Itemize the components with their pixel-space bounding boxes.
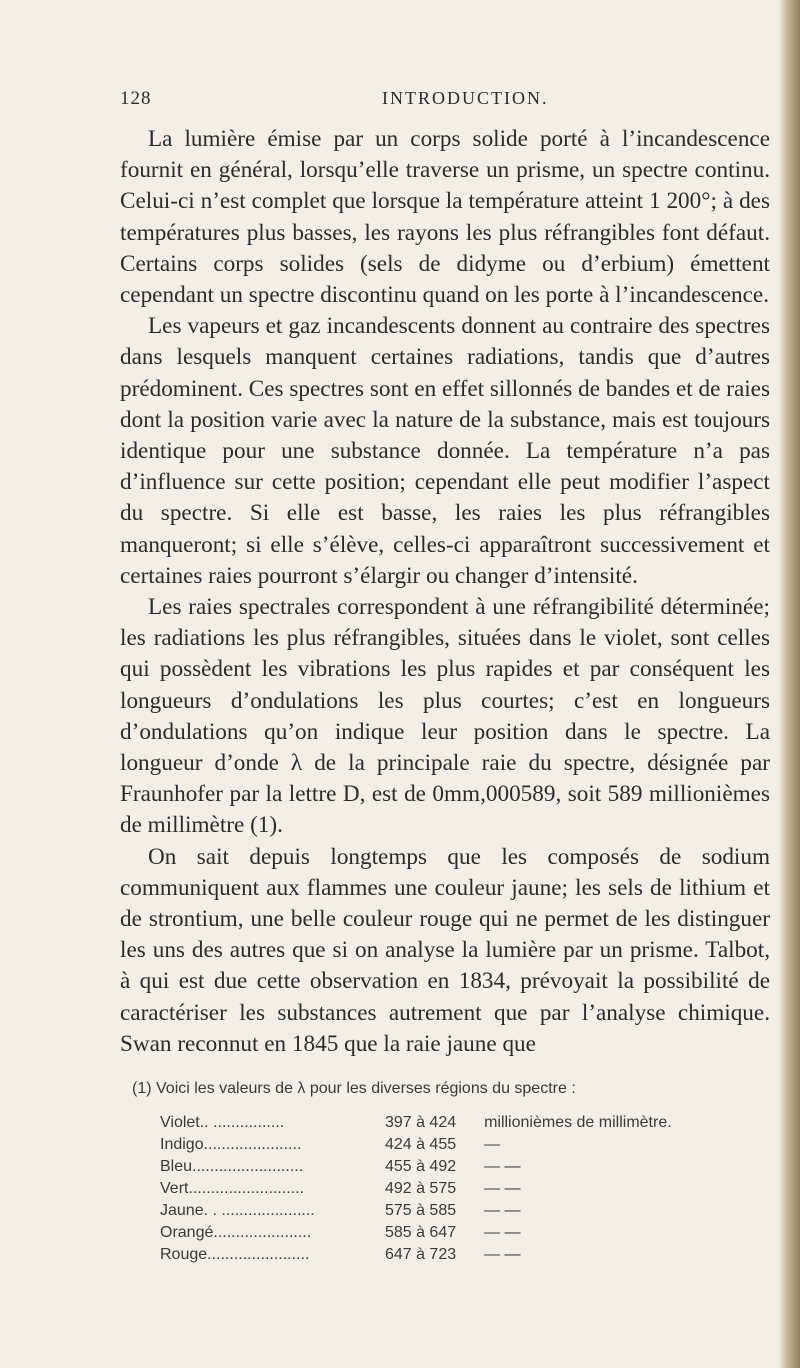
region-range: 575 à 585: [384, 1202, 457, 1220]
table-row: [160, 1222, 770, 1244]
region-name: Orangé......................: [160, 1224, 312, 1242]
paragraph: La lumière émise par un corps solide porté à l’incandescence fournit en général, lorsqu’elle traverse un prisme, un spectre continu. Celui-ci n’est complet que lorsque la température atteint 1 200°; à des températures plus basses, les rayons les plus réfrangibles font défaut. Certains corps solides (sels de didyme ou d’erbium) émettent cependant un spectre discontinu quand on les porte à l’incandescence.: [120, 126, 770, 309]
book-page: [120, 88, 770, 1266]
table-row: [160, 1156, 770, 1178]
table-row: [160, 1112, 770, 1134]
region-unit: — —: [484, 1224, 521, 1242]
paragraph: Les vapeurs et gaz incandescents donnent au contraire des spectres dans lesquels manquent certaines radiations, tandis que d’autres prédominent. Ces spectres sont en effet sillonnés de bandes et de raies dont la position varie avec la nature de la substance, mais est toujours identique pour une substance donnée. La température n’a pas d’influence sur cette position; cependant elle peut modifier l’aspect du spectre. Si elle est basse, les raies les plus réfrangibles manqueront; si elle s’élève, celles-ci apparaîtront successivement et certaines raies pourront s’élargir ou changer d’intensité.: [120, 313, 770, 589]
region-name: Bleu.........................: [160, 1158, 304, 1176]
region-name: Indigo......................: [160, 1136, 302, 1154]
region-unit: — —: [484, 1180, 521, 1198]
table-row: [160, 1200, 770, 1222]
region-range: 585 à 647: [384, 1224, 457, 1242]
chapter-title: INTRODUCTION.: [382, 88, 549, 108]
paragraph: Les raies spectrales correspondent à une réfrangibilité déterminée; les radiations les plus réfrangibles, situées dans le violet, sont celles qui possèdent les vibrations les plus rapides et par conséquent les longueurs d’ondulations les plus courtes; c’est en longueurs d’ondulations qu’on indique leur position dans le spectre. La longueur d’onde λ de la principale raie du spectre, désignée par Fraunhofer par la lettre D, est de 0mm,000589, soit 589 millionièmes de millimètre (1).: [120, 594, 770, 839]
table-row: [160, 1134, 770, 1156]
region-name: Jaune. . .....................: [160, 1202, 315, 1220]
region-unit: — —: [484, 1158, 521, 1176]
region-name: Violet.. ................: [160, 1114, 285, 1132]
region-range: 647 à 723: [384, 1246, 457, 1264]
footnote-intro: (1) Voici les valeurs de λ pour les diverses régions du spectre :: [132, 1080, 576, 1098]
region-unit: — —: [484, 1202, 521, 1220]
region-range: 455 à 492: [384, 1158, 457, 1176]
region-unit: —: [484, 1136, 501, 1154]
table-row: [160, 1244, 770, 1266]
running-head: [120, 88, 770, 118]
region-unit: millionièmes de millimètre.: [484, 1114, 672, 1132]
region-range: 492 à 575: [384, 1180, 457, 1198]
region-name: Vert..........................: [160, 1180, 305, 1198]
footnote: [120, 1078, 770, 1266]
paragraph: On sait depuis longtemps que les composés de sodium communiquent aux flammes une couleur jaune; les sels de lithium et de strontium, une belle couleur rouge qui ne permet de les distinguer les uns des autres que si on analyse la lumière par un prisme. Talbot, à qui est due cette observation en 1834, prévoyait la possibilité de caractériser les substances autrement que par l’analyse chimique. Swan reconnut en 1845 que la raie jaune que: [120, 843, 770, 1057]
region-name: Rouge.......................: [160, 1246, 310, 1264]
body-text: [120, 124, 770, 1060]
page-edge-shadow: [778, 0, 800, 1368]
region-range: 397 à 424: [384, 1114, 457, 1132]
region-range: 424 à 455: [384, 1136, 457, 1154]
table-row: [160, 1178, 770, 1200]
region-unit: — —: [484, 1246, 521, 1264]
wavelength-table: [160, 1112, 770, 1266]
page-number: 128: [120, 88, 152, 109]
